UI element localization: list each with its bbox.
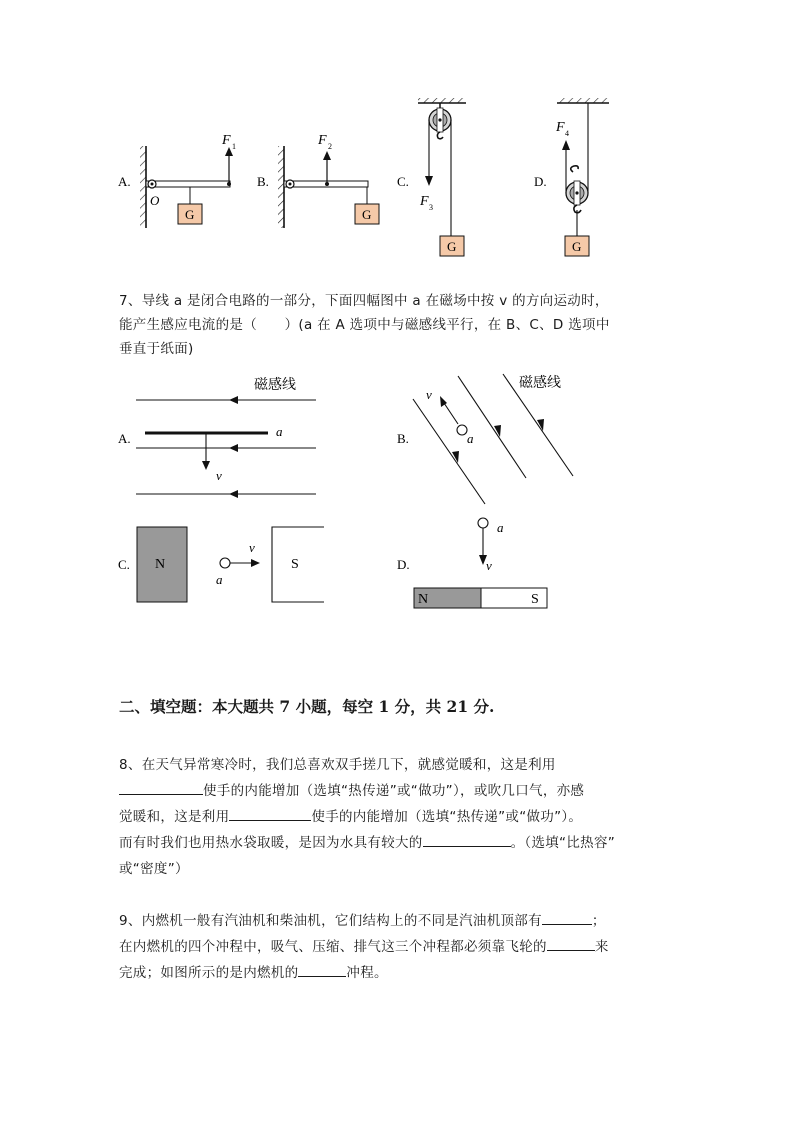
q6-force-a-sub: 1: [232, 142, 236, 151]
q9-blank-1[interactable]: [542, 910, 592, 925]
q7-wire-label-c: a: [216, 572, 223, 587]
q7-wire-label-a: a: [276, 424, 283, 439]
q7-field-label-b: 磁感线: [519, 376, 561, 391]
q9-line-2-text-a: 在内燃机的四个冲程中，吸气、压缩、排气这三个冲程都必须靠飞轮的: [119, 939, 547, 955]
q9-line-3-text-b: 冲程。: [346, 965, 388, 981]
q9-line-3: [119, 962, 388, 985]
q8-line-3: [119, 806, 582, 829]
section-2-title: 二、填空题：本大题共 7 小题，每空 1 分，共 21 分.: [119, 697, 495, 716]
q7-line-3: 垂直于纸面): [119, 341, 194, 357]
q8-line-3-text-a: 觉暖和，这是利用: [119, 809, 230, 825]
q9-blank-2[interactable]: [547, 936, 595, 951]
q9-line-1: [119, 910, 606, 933]
q7-field-label-a: 磁感线: [254, 378, 296, 393]
q8-blank-3[interactable]: [423, 832, 511, 847]
q9-blank-3[interactable]: [298, 962, 346, 977]
q7-diagram-a: [136, 376, 316, 498]
q8-line-3-text-b: 使手的内能增加（选填“热传递”或“做功”）。: [311, 809, 583, 825]
q7-south-label-d: S: [531, 592, 539, 607]
q7-diagram-c: [137, 527, 324, 602]
q9-line-3-text-a: 完成；如图所示的是内燃机的: [119, 965, 299, 981]
q7-diagram-b: [413, 374, 573, 504]
q6-weight-a: G: [185, 207, 195, 222]
q8-line-2: [119, 780, 584, 803]
q6-force-c: F: [420, 194, 429, 209]
q6-option-b-letter[interactable]: B.: [257, 174, 269, 189]
q6-pulley-c: [418, 98, 466, 256]
q8-blank-1[interactable]: [119, 780, 203, 795]
q7-velocity-label-b: v: [426, 387, 432, 402]
q6-force-b: F: [318, 133, 327, 148]
q7-line-1: 7、导线 a 是闭合电路的一部分，下面四幅图中 a 在磁场中按 v 的方向运动时，: [119, 293, 609, 309]
q6-lever-a: [140, 133, 236, 228]
q6-pulley-d: [555, 98, 609, 256]
q7-south-label-c: S: [291, 557, 299, 572]
q8-line-1: 8、在天气异常寒冷时，我们总喜欢双手搓几下，就感觉暖和，这是利用: [119, 757, 556, 773]
q6-pivot-label: O: [150, 193, 160, 208]
q7-line-2: 能产生感应电流的是（ ）(a 在 A 选项中与磁感线平行，在 B、C、D 选项中: [119, 317, 610, 333]
q6-force-d: F: [556, 120, 565, 135]
q7-diagram-d: [414, 518, 547, 608]
q6-weight-c: G: [447, 239, 457, 254]
q7-figures: [0, 365, 794, 615]
q8-line-5: 或“密度”）: [119, 861, 189, 877]
q6-force-b-sub: 2: [328, 142, 332, 151]
q7-option-d-letter[interactable]: D.: [397, 557, 410, 572]
q8-line-4-text-b: 。（选填“比热容”: [510, 835, 616, 851]
q7-velocity-label-c: v: [249, 540, 255, 555]
q6-force-d-sub: 4: [565, 129, 569, 138]
q7-wire-label-b: a: [467, 431, 474, 446]
q7-velocity-label-a: v: [216, 468, 222, 483]
q6-force-c-sub: 3: [429, 203, 433, 212]
q7-option-a-letter[interactable]: A.: [118, 431, 131, 446]
q8-line-4: [119, 832, 615, 855]
q6-option-c-letter[interactable]: C.: [397, 174, 409, 189]
q8-line-4-text-a: 而有时我们也用热水袋取暖，是因为水具有较大的: [119, 835, 423, 851]
q7-north-label-d: N: [418, 592, 429, 607]
q9-line-2: [119, 936, 609, 959]
q7-velocity-label-d: v: [486, 558, 492, 573]
q7-north-label-c: N: [155, 557, 166, 572]
q6-weight-b: G: [362, 207, 372, 222]
q9-line-2-text-b: 来: [594, 939, 609, 955]
q6-weight-d: G: [572, 239, 582, 254]
q6-option-d-letter[interactable]: D.: [534, 174, 547, 189]
q8-line-2-text: 使手的内能增加（选填“热传递”或“做功”），或吹几口气，亦感: [203, 783, 585, 799]
q8-blank-2[interactable]: [229, 806, 311, 821]
q7-option-c-letter[interactable]: C.: [118, 557, 130, 572]
q6-force-a: F: [222, 133, 231, 148]
q6-option-a-letter[interactable]: A.: [118, 174, 131, 189]
q9-line-1-text-b: ；: [591, 913, 606, 929]
q6-lever-b: [278, 133, 379, 228]
q7-option-b-letter[interactable]: B.: [397, 431, 409, 446]
q6-figures: [0, 90, 794, 265]
q9-line-1-text-a: 9、内燃机一般有汽油机和柴油机，它们结构上的不同是汽油机顶部有: [119, 913, 542, 929]
q7-wire-label-d: a: [497, 520, 504, 535]
